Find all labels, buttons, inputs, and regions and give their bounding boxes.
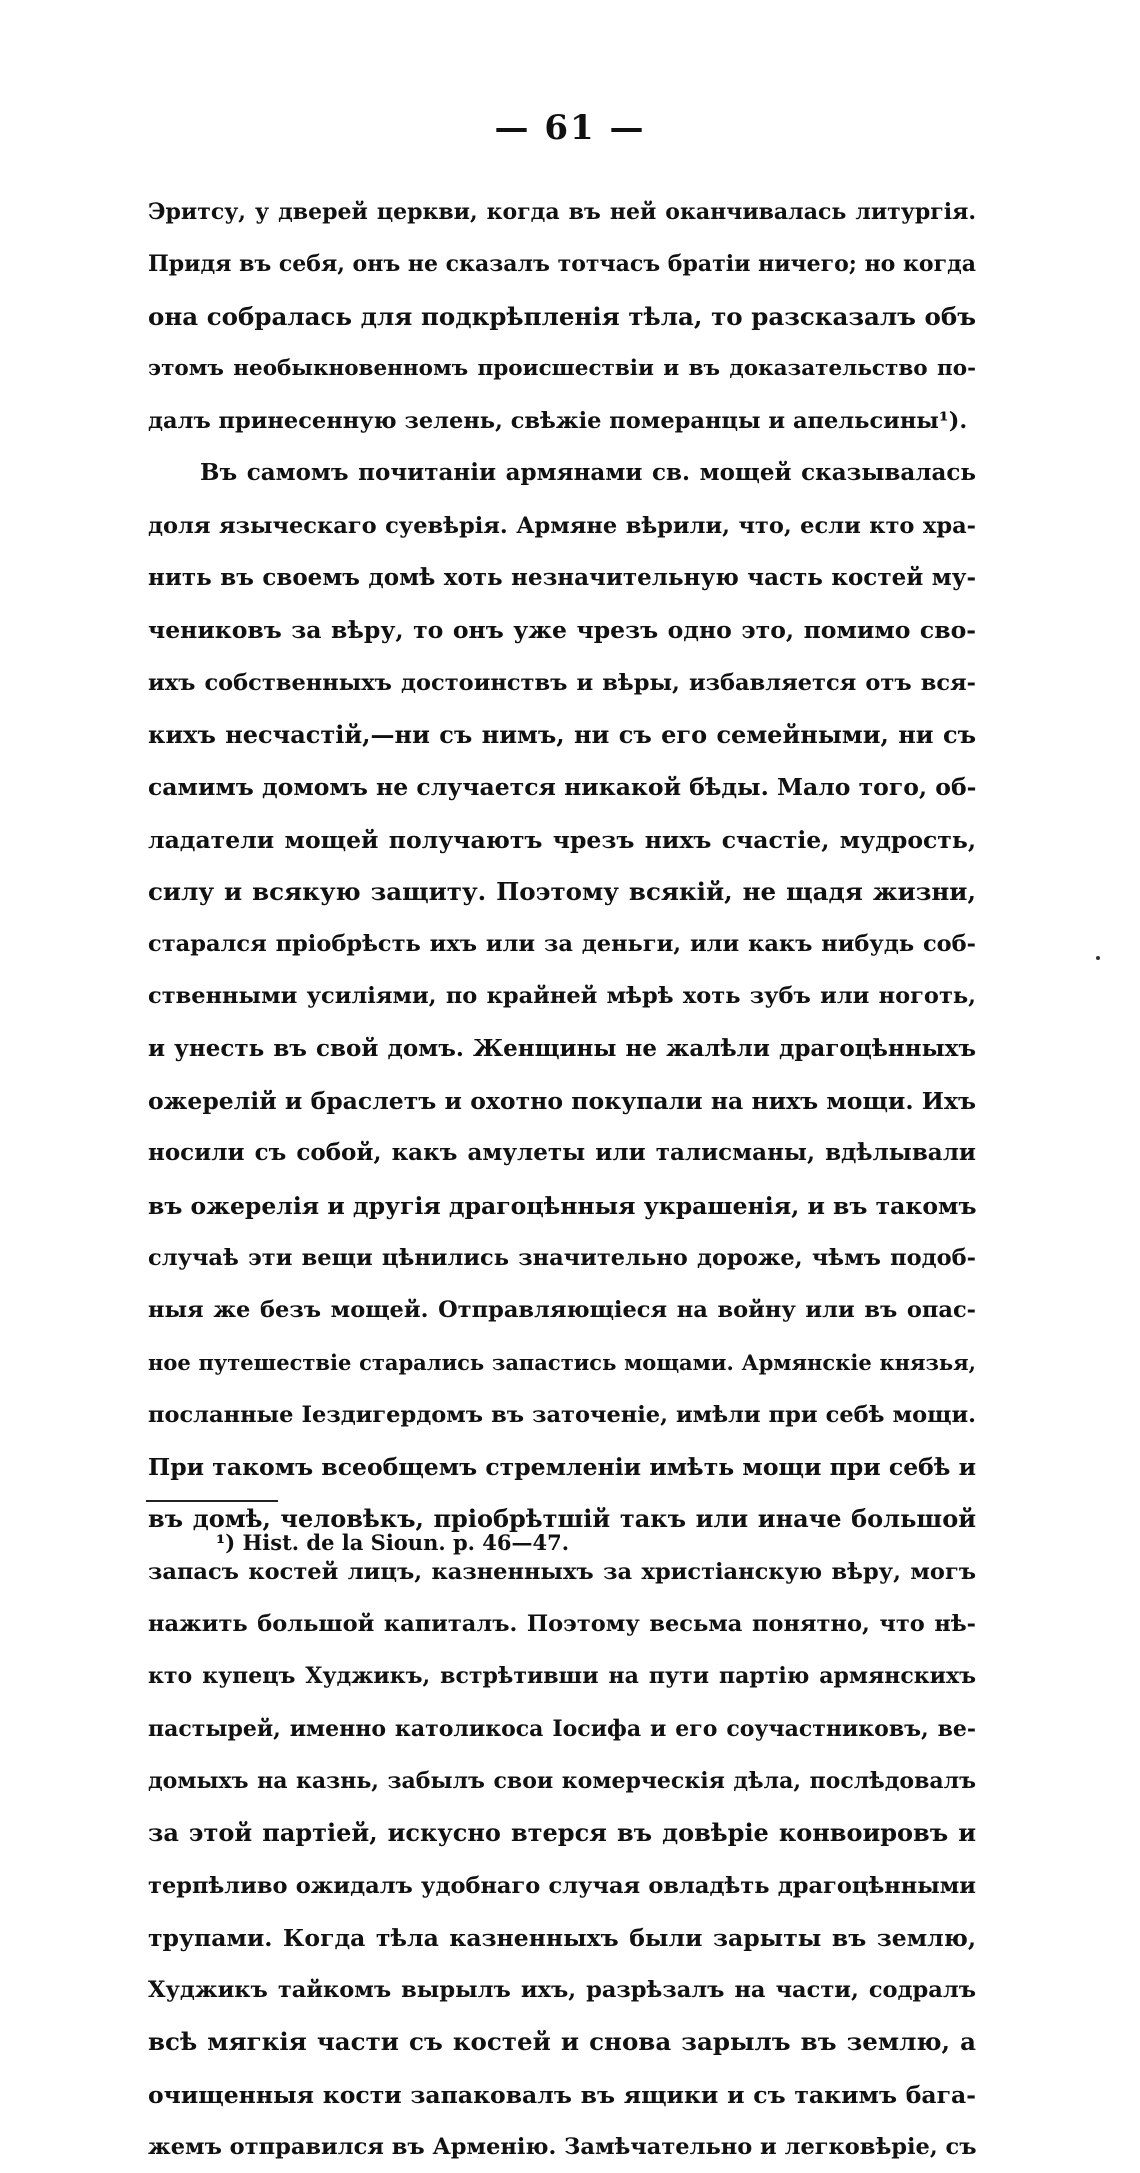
footnote-divider — [146, 1500, 278, 1502]
page-number: — 61 — — [494, 108, 646, 148]
text-line: Эритсу, у дверей церкви, когда въ ней оканчивалась литургія. — [148, 199, 976, 225]
text-line: чениковъ за вѣру, то онъ уже чрезъ одно это, помимо сво- — [148, 616, 976, 645]
text-line: за этой партіей, искусно втерся въ довѣріе конвоировъ и — [148, 1818, 976, 1848]
text-line: ладатели мощей получаютъ чрезъ нихъ счастіе, мудрость, — [148, 825, 976, 854]
footnote: ¹) Hist. de la Sioun. p. 46—47. — [216, 1530, 570, 1555]
paragraph-start-line: Въ самомъ почитаніи армянами св. мощей сказывалась — [200, 459, 976, 487]
print-speck — [1096, 956, 1100, 960]
text-line: носили съ собой, какъ амулеты или талисманы, вдѣлывали — [148, 1139, 976, 1167]
text-line: ное путешествіе старались запастись мощами. Армянскіе князья, — [148, 1349, 976, 1375]
text-line: трупами. Когда тѣла казненныхъ были зарыты въ землю, — [148, 1923, 976, 1952]
text-line: терпѣливо ожидалъ удобнаго случая овладѣть драгоцѣнными — [148, 1872, 976, 1899]
text-line: самимъ домомъ не случается никакой бѣды. Мало того, об- — [148, 773, 976, 802]
text-line: всѣ мягкія части съ костей и снова зарылъ въ землю, а — [148, 2027, 976, 2057]
text-line: въ ожерелія и другія драгоцѣнныя украшенія, и въ такомъ — [148, 1191, 976, 1220]
text-line: нажить большой капиталъ. Поэтому весьма понятно, что нѣ- — [148, 1611, 976, 1638]
text-line: Придя въ себя, онъ не сказалъ тотчасъ братіи ничего; но когда — [148, 251, 976, 278]
text-line: нить въ своемъ домѣ хоть незначительную часть костей му- — [148, 564, 976, 592]
text-line: далъ принесенную зелень, свѣжіе померанцы и апельсины¹). — [148, 408, 968, 435]
text-line: При такомъ всеобщемъ стремленіи имѣть мощи при себѣ и — [148, 1453, 976, 1482]
text-line: кихъ несчастій,—ни съ нимъ, ни съ его семейными, ни съ — [148, 719, 976, 749]
text-line: въ домѣ, человѣкъ, пріобрѣтшій такъ или иначе большой — [148, 1504, 976, 1534]
text-line: запасъ костей лицъ, казненныхъ за христіанскую вѣру, могъ — [148, 1558, 976, 1585]
text-line: кто купецъ Худжикъ, встрѣтивши на пути партію армянскихъ — [148, 1663, 976, 1690]
text-line: силу и всякую защиту. Поэтому всякій, не щадя жизни, — [148, 876, 976, 906]
text-line: посланные Іездигердомъ въ заточеніе, имѣли при себѣ мощи. — [148, 1401, 976, 1428]
text-line: ихъ собственныхъ достоинствъ и вѣры, избавляется отъ вся- — [148, 669, 976, 696]
text-line: она собралась для подкрѣпленія тѣла, то разсказалъ объ — [148, 301, 976, 331]
text-line: пастырей, именно католикоса Іосифа и его соучастниковъ, ве- — [148, 1715, 976, 1742]
text-line: случаѣ эти вещи цѣнились значительно дороже, чѣмъ подоб- — [148, 1244, 976, 1271]
text-line: домыхъ на казнь, забылъ свои комерческія дѣла, послѣдовалъ — [148, 1767, 976, 1794]
text-line: ожерелій и браслетъ и охотно покупали на нихъ мощи. Ихъ — [148, 1087, 976, 1116]
main-text — [148, 186, 976, 2173]
text-line: доля языческаго суевѣрія. Армяне вѣрили, что, если кто хра- — [148, 512, 976, 539]
text-line: этомъ необыкновенномъ происшествіи и въ доказательство по- — [148, 355, 976, 381]
text-line: ныя же безъ мощей. Отправляющіеся на войну или въ опас- — [148, 1297, 976, 1324]
text-line: старался пріобрѣсть ихъ или за деньги, или какъ нибудь соб- — [148, 931, 976, 958]
text-line: и унесть въ свой домъ. Женщины не жалѣли драгоцѣнныхъ — [148, 1034, 976, 1062]
text-line: ственными усиліями, по крайней мѣрѣ хоть зубъ или ноготь, — [148, 983, 976, 1010]
text-line: жемъ отправился въ Арменію. Замѣчательно и легковѣріе, съ — [148, 2133, 976, 2160]
text-line: очищенныя кости запаковалъ въ ящики и съ такимъ бага- — [148, 2080, 976, 2109]
text-line: Худжикъ тайкомъ вырылъ ихъ, разрѣзалъ на части, содралъ — [148, 1977, 976, 2004]
